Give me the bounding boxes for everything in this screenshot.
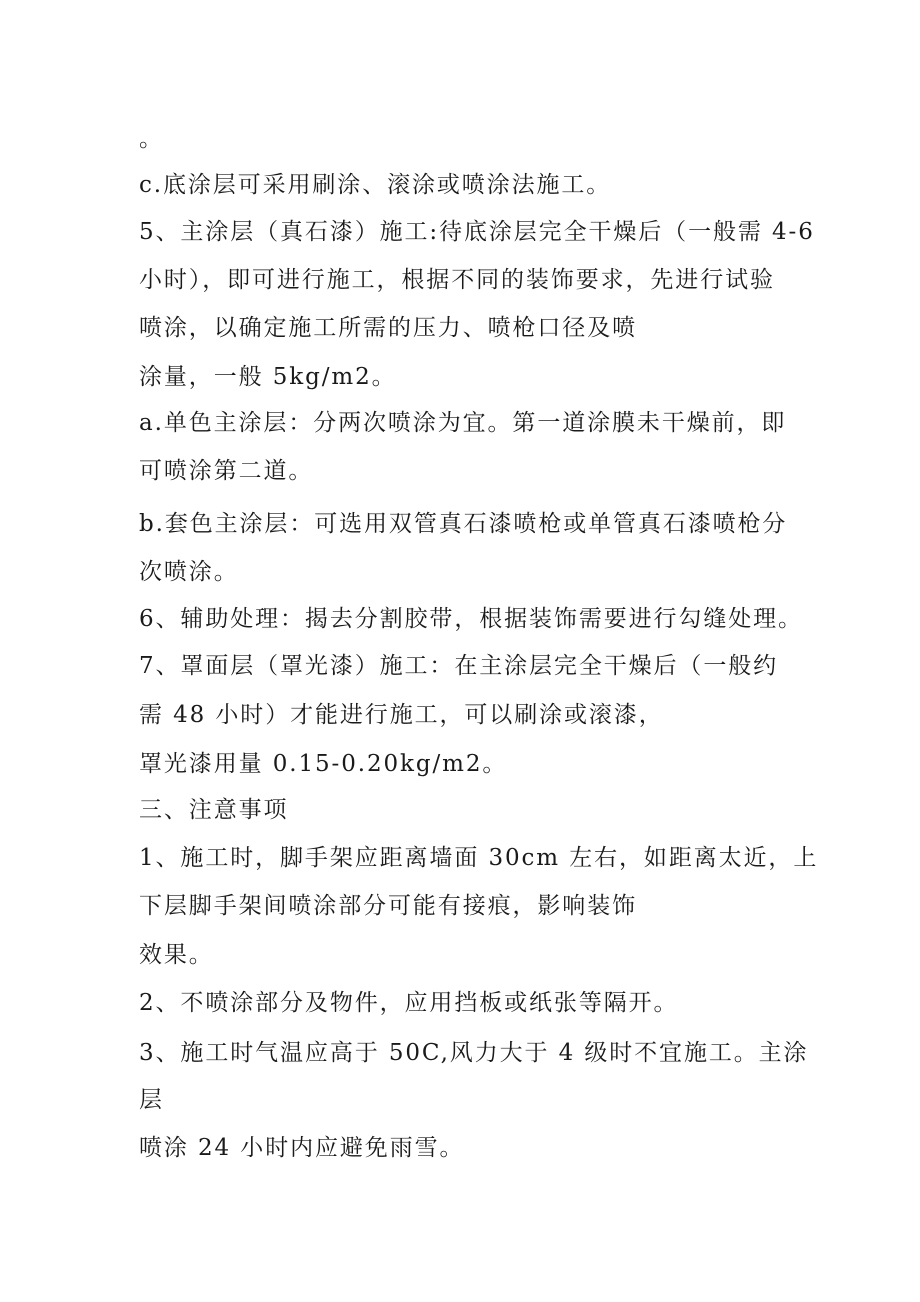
text-line: c.底涂层可采用刷涂、滚涂或喷涂法施工。	[139, 172, 612, 198]
text-line: 罩光漆用量 0.15-0.20kg/m2。	[139, 751, 508, 777]
text-line: 5、主涂层（真石漆）施工:待底涂层完全干燥后（一般需 4-6	[139, 219, 815, 245]
text-line: 3、施工时气温应高于 50C,风力大于 4 级时不宜施工。主涂	[139, 1040, 809, 1066]
text-line: 喷涂，以确定施工所需的压力、喷枪口径及喷	[139, 315, 637, 341]
text-line: 1、施工时，脚手架应距离墙面 30cm 左右，如距离太近，上	[139, 845, 819, 871]
text-line: 可喷涂第二道。	[139, 458, 314, 484]
text-line: 。	[139, 126, 164, 152]
text-line: a.单色主涂层：分两次喷涂为宜。第一道涂膜未干燥前，即	[139, 410, 787, 436]
text-line: b.套色主涂层：可选用双管真石漆喷枪或单管真石漆喷枪分	[139, 511, 788, 537]
text-line: 喷涂 24 小时内应避免雨雪。	[139, 1135, 465, 1161]
text-line: 小时），即可进行施工，根据不同的装饰要求，先进行试验	[139, 267, 775, 293]
text-line: 涂量，一般 5kg/m2。	[139, 364, 397, 390]
text-line: 次喷涂。	[139, 559, 239, 585]
text-line: 层	[139, 1087, 164, 1113]
text-line: 效果。	[139, 942, 214, 968]
text-line: 下层脚手架间喷涂部分可能有接痕，影响装饰	[139, 893, 637, 919]
section-heading: 三、注意事项	[139, 797, 289, 823]
text-line: 7、罩面层（罩光漆）施工：在主涂层完全干燥后（一般约	[139, 653, 779, 679]
text-line: 需 48 小时）才能进行施工，可以刷涂或滚漆，	[139, 702, 664, 728]
text-line: 6、辅助处理：揭去分割胶带，根据装饰需要进行勾缝处理。	[139, 606, 803, 632]
text-line: 2、不喷涂部分及物件，应用挡板或纸张等隔开。	[139, 990, 679, 1016]
